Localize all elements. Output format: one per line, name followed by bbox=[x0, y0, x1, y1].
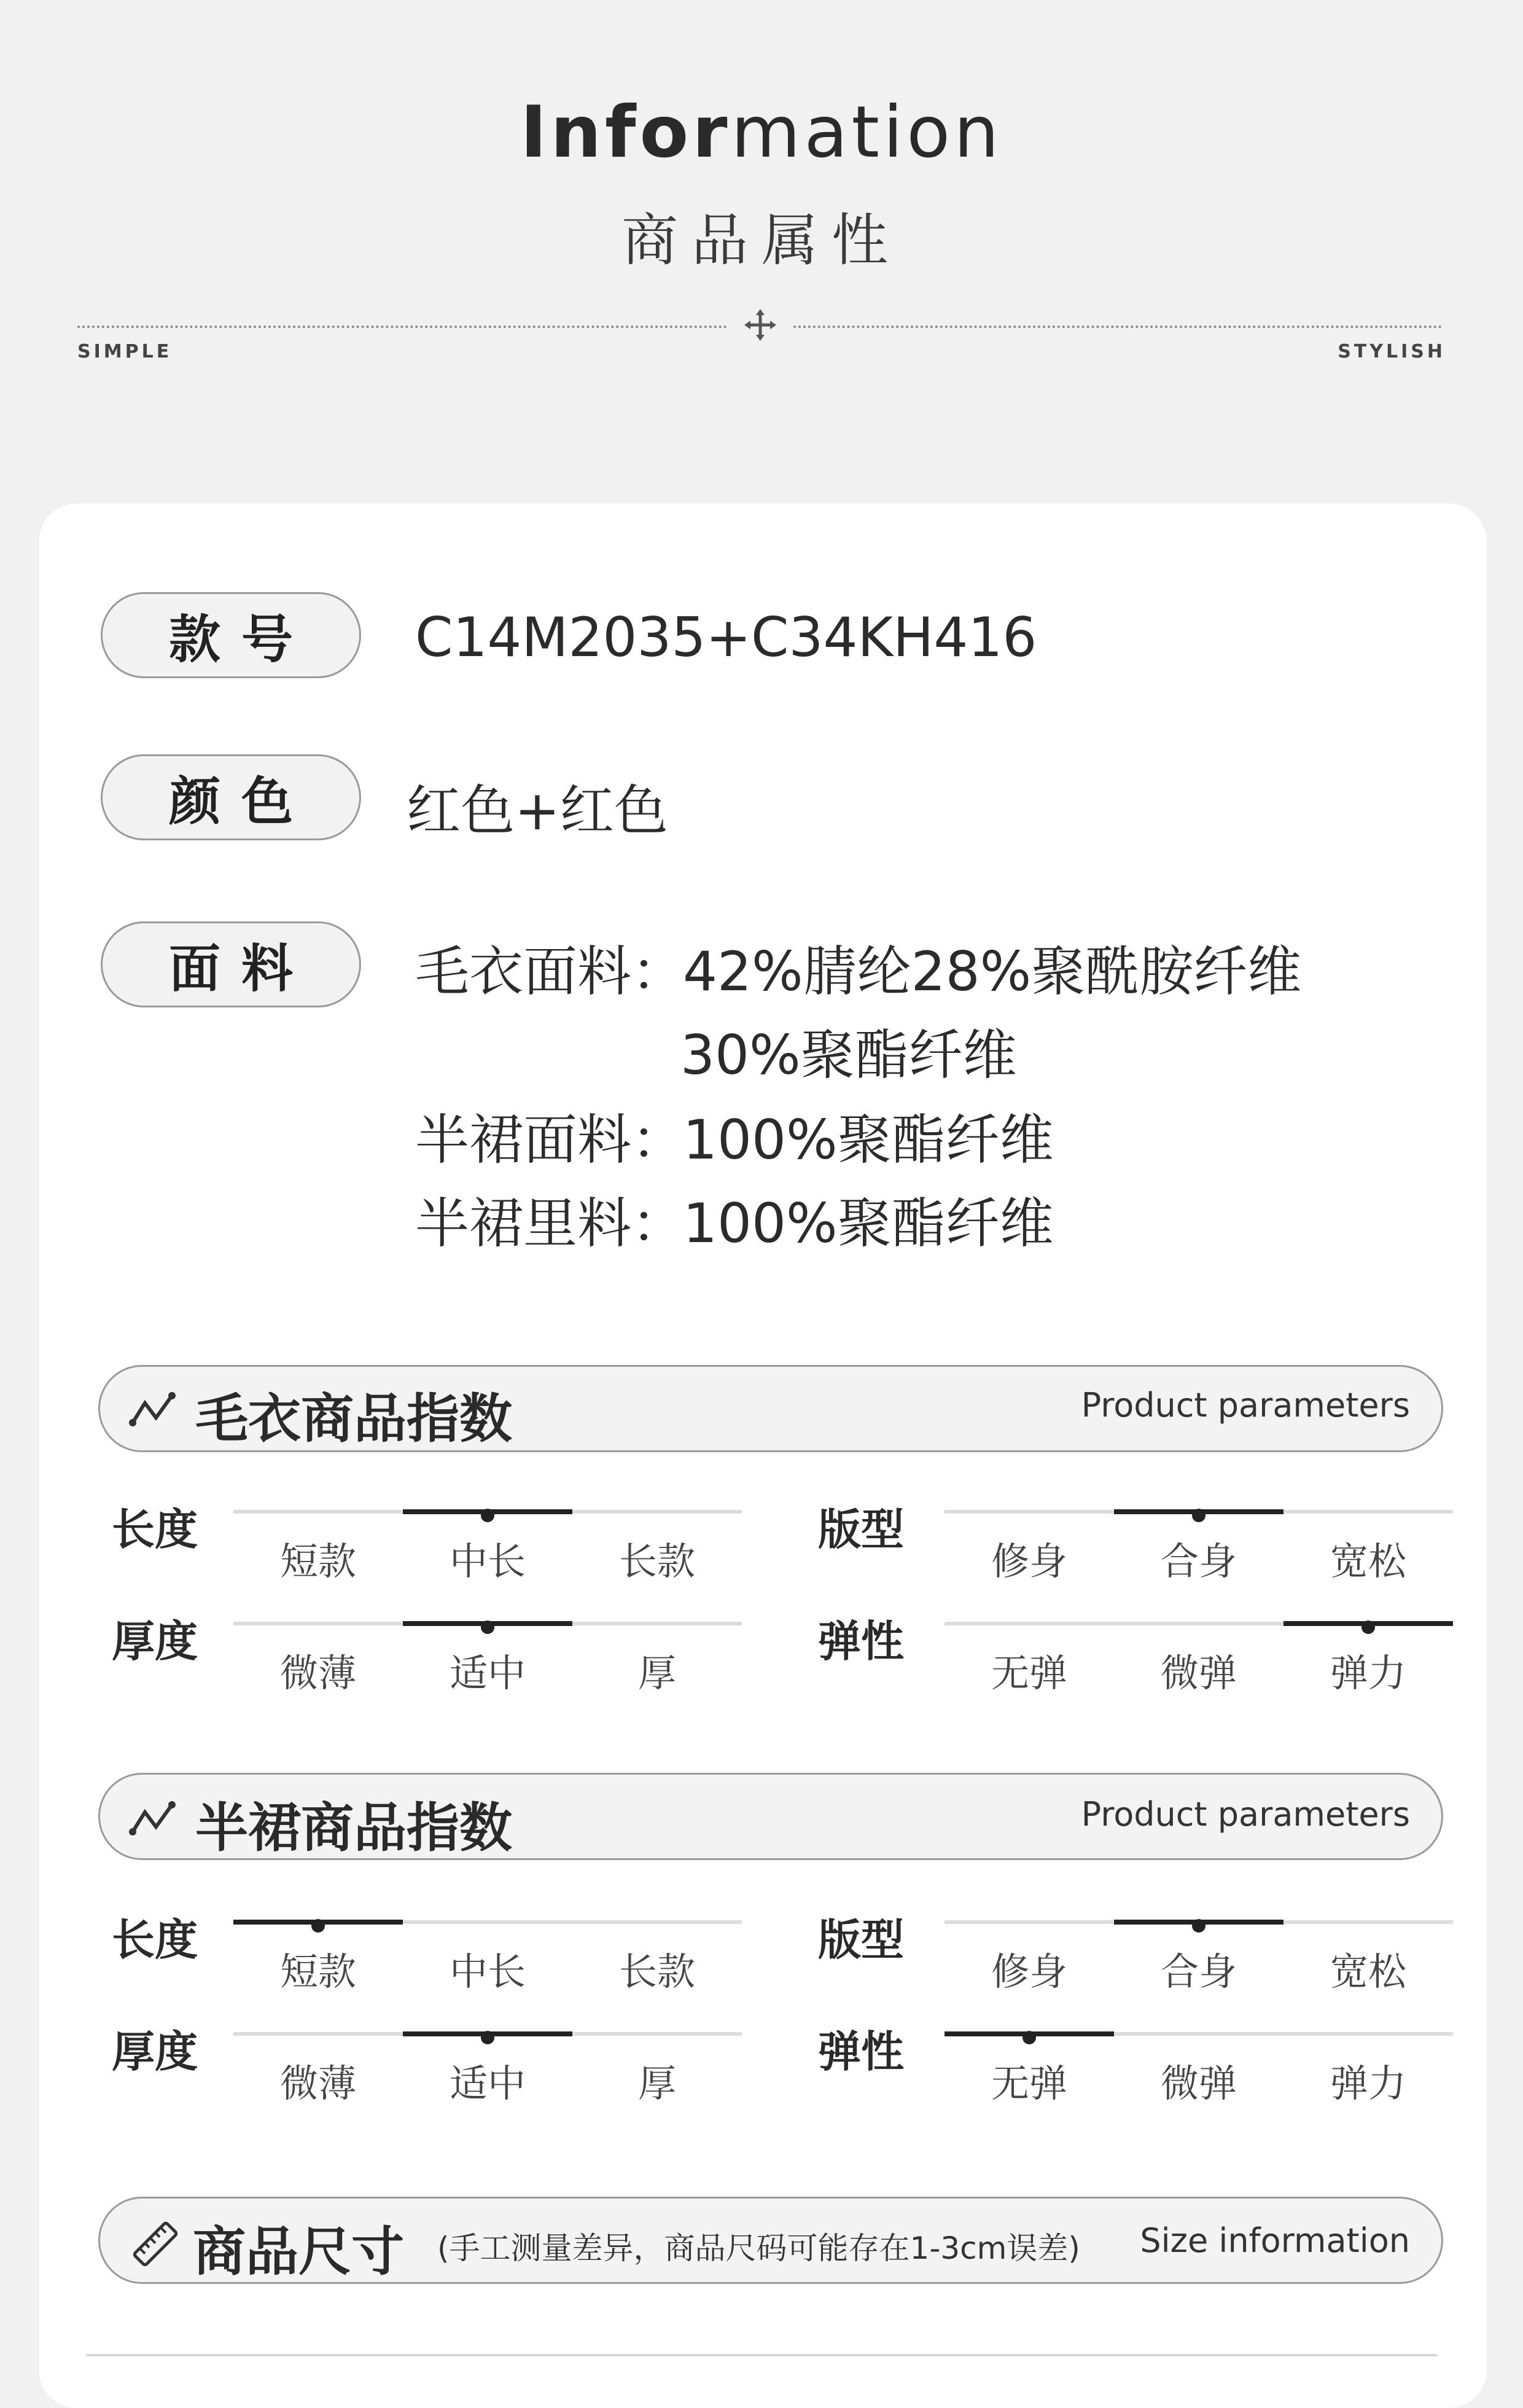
param-option: 合身 bbox=[1160, 1539, 1237, 1584]
header-title-bold: Infor bbox=[520, 91, 731, 174]
simple-tag: SIMPLE bbox=[77, 341, 173, 362]
param-option: 宽松 bbox=[1330, 1539, 1406, 1584]
fabric-line-3-key: 半裙面料： bbox=[415, 1108, 686, 1171]
param-option: 修身 bbox=[991, 1539, 1067, 1584]
color-pill: 颜色 bbox=[101, 754, 361, 840]
fabric-line-4-value: 100%聚酯纤维 bbox=[683, 1192, 1054, 1255]
param-label: 版型 bbox=[818, 1504, 904, 1555]
param-option: 宽松 bbox=[1330, 1949, 1406, 1994]
skirt-index-title: 半裙商品指数 bbox=[195, 1797, 512, 1859]
param-option: 厚 bbox=[637, 2061, 676, 2106]
param-option: 长款 bbox=[618, 1539, 695, 1584]
param-option: 弹力 bbox=[1330, 1651, 1406, 1695]
param-option: 合身 bbox=[1160, 1949, 1237, 1994]
param-label: 长度 bbox=[112, 1504, 198, 1555]
fabric-line-1-value: 42%腈纶28%聚酰胺纤维 bbox=[683, 940, 1302, 1003]
param-option: 微薄 bbox=[279, 2061, 356, 2106]
sweater-index-title: 毛衣商品指数 bbox=[195, 1388, 512, 1450]
param-option: 适中 bbox=[449, 1651, 526, 1695]
param-label: 长度 bbox=[112, 1915, 198, 1965]
param-selected-dot bbox=[481, 1509, 494, 1522]
header-title-rest: mation bbox=[731, 91, 1003, 174]
style-no-pill: 款号 bbox=[101, 592, 361, 678]
size-section-title: 商品尺寸 bbox=[193, 2221, 404, 2283]
param-option: 短款 bbox=[279, 1539, 356, 1584]
param-option: 中长 bbox=[449, 1949, 526, 1994]
trend-line-icon bbox=[129, 1799, 178, 1838]
param-option: 无弹 bbox=[991, 1651, 1067, 1695]
param-label: 版型 bbox=[818, 1915, 904, 1965]
param-option: 短款 bbox=[279, 1949, 356, 1994]
trend-line-icon bbox=[129, 1390, 178, 1429]
stylish-tag: STYLISH bbox=[1338, 341, 1446, 362]
skirt-index-subtitle: Product parameters bbox=[1081, 1795, 1410, 1834]
header-title bbox=[0, 91, 1523, 174]
size-section-note: (手工测量差异，商品尺码可能存在1-3cm误差) bbox=[437, 2230, 1080, 2266]
param-selected-dot bbox=[481, 2031, 494, 2044]
param-selected-dot bbox=[1361, 1620, 1375, 1634]
param-label: 弹性 bbox=[818, 2027, 904, 2077]
param-label: 厚度 bbox=[112, 2027, 198, 2077]
param-option: 适中 bbox=[449, 2061, 526, 2106]
fabric-line-3-value: 100%聚酯纤维 bbox=[683, 1108, 1054, 1171]
param-selected-dot bbox=[311, 1919, 325, 1933]
param-selected-dot bbox=[1192, 1509, 1206, 1522]
param-selected-dot bbox=[1192, 1919, 1206, 1933]
header-subtitle: 商品属性 bbox=[621, 208, 902, 273]
divider-left bbox=[77, 326, 727, 328]
param-option: 修身 bbox=[991, 1949, 1067, 1994]
ruler-icon bbox=[129, 2218, 182, 2270]
fabric-line-4-key: 半裙里料： bbox=[415, 1192, 686, 1255]
fabric-pill: 面料 bbox=[101, 921, 361, 1007]
param-label: 弹性 bbox=[818, 1616, 904, 1667]
param-selected-dot bbox=[481, 1620, 494, 1634]
param-label: 厚度 bbox=[112, 1616, 198, 1667]
four-arrows-icon bbox=[744, 309, 776, 341]
param-option: 长款 bbox=[618, 1949, 695, 1994]
table-top-rule bbox=[86, 2354, 1437, 2356]
fabric-line-2-value: 30%聚酯纤维 bbox=[680, 1023, 1017, 1087]
param-option: 微薄 bbox=[279, 1651, 356, 1695]
param-option: 厚 bbox=[637, 1651, 676, 1695]
param-option: 中长 bbox=[449, 1539, 526, 1584]
divider-right bbox=[793, 326, 1442, 328]
param-option: 无弹 bbox=[991, 2061, 1067, 2106]
style-no-value: C14M2035+C34KH416 bbox=[415, 606, 1037, 669]
size-section-subtitle: Size information bbox=[1140, 2221, 1410, 2260]
param-option: 微弹 bbox=[1160, 1651, 1237, 1695]
param-option: 微弹 bbox=[1160, 2061, 1237, 2106]
param-selected-dot bbox=[1022, 2031, 1036, 2044]
sweater-index-subtitle: Product parameters bbox=[1081, 1386, 1410, 1425]
param-option: 弹力 bbox=[1330, 2061, 1406, 2106]
color-value: 红色+红色 bbox=[407, 779, 668, 842]
fabric-line-1-key: 毛衣面料： bbox=[415, 940, 686, 1003]
